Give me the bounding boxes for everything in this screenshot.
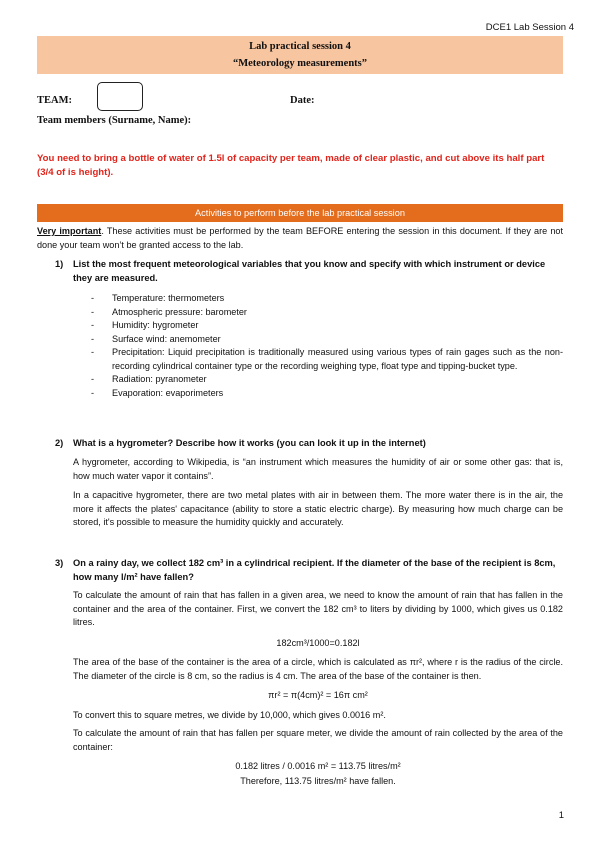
title-line-1: Lab practical session 4: [249, 41, 351, 52]
list-item: - Atmospheric pressure: barometer: [91, 306, 563, 320]
list-item: - Temperature: thermometers: [91, 292, 563, 306]
question-1-text: List the most frequent meteorological variables that you know and specify with which instrument or device they are measured.: [73, 259, 546, 283]
team-input-box[interactable]: [97, 82, 143, 111]
list-item: - Surface wind: anemometer: [91, 333, 563, 347]
intro-lead: Very important: [37, 226, 102, 236]
conclusion-text: Therefore, 113.75 litres/m² have fallen.: [240, 775, 396, 786]
question-3-number: 3): [55, 558, 64, 568]
question-2-heading: [55, 436, 563, 450]
question-3-paragraph-1: To calculate the amount of rain that has fallen in a given area, we need to know the amount of rain that has fallen in the container and the area of the container. First, we convert the 182 cm³ to liters by dividing by 1000, which gives us 0.182 litres.: [73, 590, 563, 627]
question-3-heading: [55, 556, 563, 584]
section-title-bar: Activities to perform before the lab practical session: [37, 204, 563, 222]
list-item: - Precipitation: Liquid precipitation is traditionally measured using various types of rain gages such as the non-recording cylindrical container type or the recording weighing type, float type and tipping-bucket type.: [91, 346, 563, 373]
question-2: [55, 436, 563, 530]
question-2-text: What is a hygrometer? Describe how it works (you can look it up in the internet): [73, 438, 426, 448]
intro-text: . These activities must be performed by the team BEFORE entering the session in this document. If they are not done your team won’t be granted access to the lab.: [37, 226, 563, 250]
list-item: - Evaporation: evaporimeters: [91, 387, 563, 401]
date-label: Date:: [290, 95, 315, 106]
intro-paragraph: [37, 225, 563, 252]
equation-volume: 182cm³/1000=0.182l: [276, 637, 360, 648]
question-1: [55, 257, 563, 400]
page-number: 1: [558, 810, 564, 821]
team-members-label: Team members (Surname, Name):: [37, 115, 192, 126]
title-box: [37, 36, 563, 74]
list-item: - Humidity: hygrometer: [91, 319, 563, 333]
title-line-2: “Meteorology measurements”: [232, 58, 368, 69]
question-2-number: 2): [55, 438, 64, 448]
equation-result: 0.182 litres / 0.0016 m² = 113.75 litres/m²: [235, 761, 401, 771]
question-2-paragraph-2: In a capacitive hygrometer, there are two metal plates with air in between them. The more water there is in the air, the more it affects the plates' capacitance (ability to store a static electric charge). By measuring how much charge can be stored, it's possible to measure the humidity quickly and accurately.: [73, 490, 563, 527]
header-session-label: DCE1 Lab Session 4: [485, 22, 574, 33]
question-3: [55, 556, 563, 788]
question-1-list: [91, 292, 563, 400]
list-item: - Radiation: pyranometer: [91, 373, 563, 387]
question-3-text: On a rainy day, we collect 182 cm³ in a cylindrical recipient. If the diameter of the base of the recipient is 8cm, how many l/m² have fallen?: [73, 558, 556, 582]
question-3-paragraph-4: To calculate the amount of rain that has fallen per square meter, we divide the amount of rain collected by the area of the container:: [73, 728, 563, 752]
warning-text: You need to bring a bottle of water of 1.5l of capacity per team, made of clear plastic, and cut above its half part (3/4 of is height).: [37, 153, 545, 178]
equation-area: πr² = π(4cm)² = 16π cm²: [268, 690, 368, 700]
question-3-paragraph-3: To convert this to square metres, we divide by 10,000, which gives 0.0016 m².: [73, 709, 386, 720]
question-1-heading: [55, 257, 563, 285]
question-3-paragraph-2: The area of the base of the container is the area of a circle, which is calculated as πr², where r is the radius of the circle. The diameter of the circle is 8 cm, so the radius is 4 cm. The area of the base of the container is then.: [73, 657, 563, 681]
question-1-number: 1): [55, 259, 64, 269]
question-2-paragraph-1: A hygrometer, according to Wikipedia, is “an instrument which measures the humidity of air or some other gas: that is, how much water vapor it contains”.: [73, 457, 563, 481]
team-label: TEAM:: [37, 95, 72, 106]
